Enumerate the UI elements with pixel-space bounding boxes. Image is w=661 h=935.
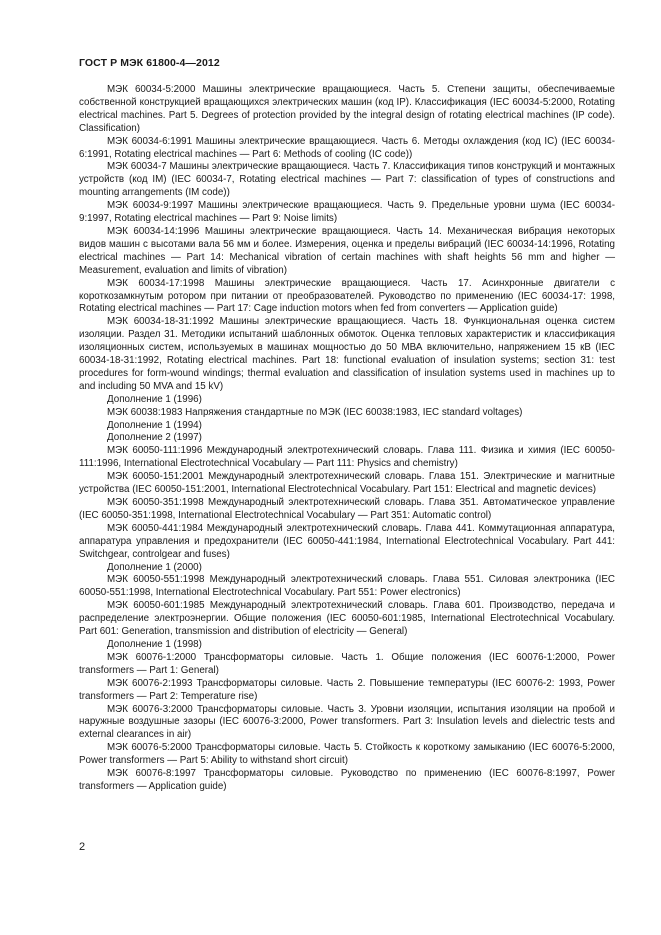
reference-entry: МЭК 60050-601:1985 Международный электротехнический словарь. Глава 601. Производство, передача и распределение электроэнергии. Общие положения (IEC 60050-601:1985, International Electrotechnical Vocabulary. Part 601: Generation, transmission and distribution of electricity — General) xyxy=(79,600,615,638)
reference-entry: МЭК 60038:1983 Напряжения стандартные по МЭК (IEC 60038:1983, IEC standard voltages) xyxy=(107,406,523,418)
reference-entry: МЭК 60034-18-31:1992 Машины электрические вращающиеся. Часть 18. Функциональная оценка систем изоляции. Раздел 31. Методики испытаний шаблонных обмоток. Оценка тепловых характеристик и классификация изоляционных систем, используемых в машинах мощностью до 50 МВА включительно, напряжением 15 кВ (IEC 60034-18-31:1992, Rotating electrical machines. Part 18: functional evaluation of insulation systems; section 31: test procedures for form-wound windings; thermal evaluation and classification of insulation systems used in machines up to and including 50 MVA and 15 kV) xyxy=(79,316,615,392)
reference-entry: МЭК 60034-6:1991 Машины электрические вращающиеся. Часть 6. Методы охлаждения (код IC) (IEC 60034-6:1991, Rotating electrical machines — Part 6: Methods of cooling (IC code)) xyxy=(79,135,615,160)
reference-entry: МЭК 60076-2:1993 Трансформаторы силовые. Часть 2. Повышение температуры (IEC 60076-2: 1993, Power transformers — Part 2: Temperature rise) xyxy=(79,677,615,702)
reference-entry: МЭК 60076-8:1997 Трансформаторы силовые. Руководство по применению (IEC 60076-8:1997, Power transformers — Application guide) xyxy=(79,768,615,792)
reference-entry: Дополнение 1 (1996) xyxy=(107,393,202,405)
reference-list xyxy=(79,84,615,794)
reference-entry: МЭК 60034-14:1996 Машины электрические вращающиеся. Часть 14. Механическая вибрация некоторых видов машин с высотами вала 56 мм и более. Измерения, оценка и пределы вибраций (IEC 60034-14:1996, Rotating electrical machines — Part 14: Mechanical vibration of certain machines with shaft heights 56 mm and higher — Measurement, evaluation and limits of vibration) xyxy=(79,225,615,276)
reference-entry: МЭК 60034-5:2000 Машины электрические вращающиеся. Часть 5. Степени защиты, обеспечиваемые собственной конструкцией вращающихся электрических машин (код IP). Классификация (IEC 60034-5:2000, Rotating electrical machines. Part 5. Degrees of protection provided by the integral design of rotating electrical machines (IP code). Classification) xyxy=(79,84,615,134)
reference-entry: МЭК 60076-3:2000 Трансформаторы силовые. Часть 3. Уровни изоляции, испытания изоляции на пробой и наружные воздушные зазоры (IEC 60076-3:2000, Power transformers. Part 3: Insulation levels and dielectric tests and external clearances in air) xyxy=(79,703,615,741)
reference-entry: МЭК 60050-151:2001 Международный электротехнический словарь. Глава 151. Электрические и магнитные устройства (IEC 60050-151:2001, International Electrotechnical Vocabulary. Part 151: Electrical and magnetic devices) xyxy=(79,471,615,496)
reference-entry: Дополнение 1 (1994) xyxy=(107,419,202,431)
reference-entry: МЭК 60076-1:2000 Трансформаторы силовые. Часть 1. Общие положения (IEC 60076-1:2000, Power transformers — Part 1: General) xyxy=(79,651,615,676)
reference-entry: МЭК 60034-9:1997 Машины электрические вращающиеся. Часть 9. Предельные уровни шума (IEC 60034-9:1997, Rotating electrical machines — Part 9: Noise limits) xyxy=(79,200,615,225)
page-number: 2 xyxy=(79,841,86,853)
document-header: ГОСТ Р МЭК 61800-4—2012 xyxy=(79,57,220,69)
reference-entry: МЭК 60034-7 Машины электрические вращающиеся. Часть 7. Классификация типов конструкций и монтажных устройств (код IM) (IEC 60034-7, Rotating electrical machines — Part 7: classification of types of constructions and mounting arrangements (IM code)) xyxy=(79,161,615,199)
reference-entry: МЭК 60034-17:1998 Машины электрические вращающиеся. Часть 17. Асинхронные двигатели с короткозамкнутым ротором при питании от преобразователей. Руководство по применению (IEC 60034-17: 1998, Rotating electrical machines — Part 17: Cage induction motors when fed from converters — Application guide) xyxy=(79,277,615,315)
reference-entry: Дополнение 1 (2000) xyxy=(107,561,202,573)
reference-entry: МЭК 60076-5:2000 Трансформаторы силовые. Часть 5. Стойкость к короткому замыканию (IEC 60076-5:2000, Power transformers — Part 5: Ability to withstand short circuit) xyxy=(79,742,615,767)
reference-entry: Дополнение 1 (1998) xyxy=(107,638,202,650)
reference-entry: МЭК 60050-441:1984 Международный электротехнический словарь. Глава 441. Коммутационная аппаратура, аппаратура управления и предохранители (IEC 60050-441:1984, International Electrotechnical Vocabulary. Part 441: Switchgear, controlgear and fuses) xyxy=(79,522,615,560)
reference-entry: Дополнение 2 (1997) xyxy=(107,432,202,444)
reference-entry: МЭК 60050-111:1996 Международный электротехнический словарь. Глава 111. Физика и химия (IEC 60050-111:1996, International Electrotechnical Vocabulary — Part 111: Physics and chemistry) xyxy=(79,445,615,470)
reference-entry: МЭК 60050-351:1998 Международный электротехнический словарь. Глава 351. Автоматическое управление (IEC 60050-351:1998, International Electrotechnical Vocabulary — Part 351: Automatic control) xyxy=(79,497,615,521)
reference-entry: МЭК 60050-551:1998 Международный электротехнический словарь. Глава 551. Силовая электроника (IEC 60050-551:1998, International Electrotechnical Vocabulary. Part 551: Power electronics) xyxy=(79,574,615,599)
